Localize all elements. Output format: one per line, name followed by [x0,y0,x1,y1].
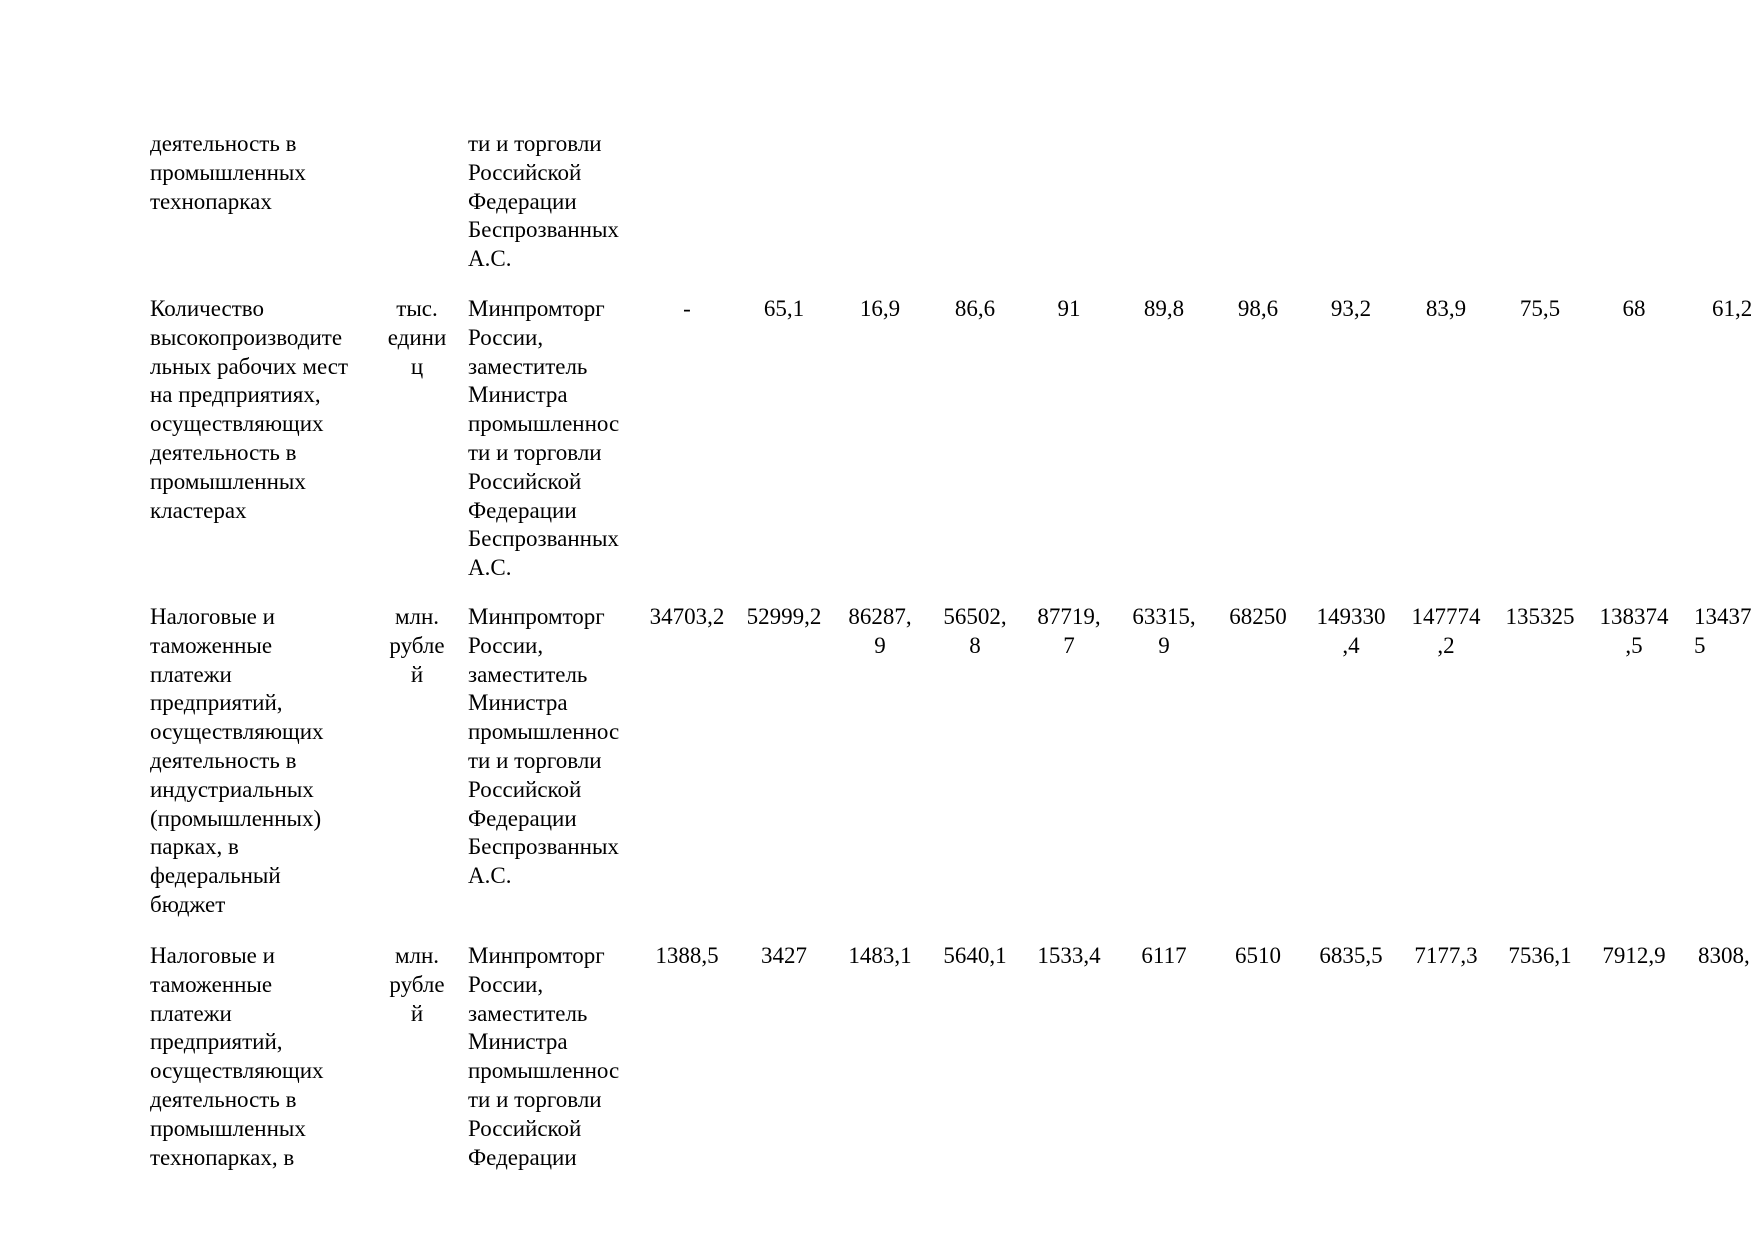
value-cell: 1533,4 [1037,943,1101,968]
unit-cell: млн. рубле й [389,604,445,687]
value-cell: 7177,3 [1414,943,1478,968]
indicator-label: Налоговые и таможенные платежи предприятий, осуществляющих деятельность в индустриальных (промышленных) парках, в федеральный бюджет [150,604,324,917]
value-cell: 135325 [1505,604,1575,629]
value-cell: 34703,2 [649,604,725,629]
responsible-cell: Минпромторг России, заместитель Министра промышленнос ти и торговли Российской Федерации [468,943,620,1170]
value-cell: 75,5 [1519,296,1561,321]
value-cell: 6510 [1235,943,1281,968]
value-cell: 56502, 8 [943,604,1007,658]
responsible-cell: Минпромторг России, заместитель Министра промышленнос ти и торговли Российской Федерации Беспрозванных А.С. [468,296,620,581]
value-cell: 87719, 7 [1037,604,1101,658]
value-cell: 138374 ,5 [1599,604,1669,658]
value-cell: 68 [1622,296,1646,321]
value-cell: 16,9 [859,296,901,321]
value-cell: 6117 [1141,943,1187,968]
value-cell: 65,1 [763,296,805,321]
value-cell: 68250 [1229,604,1287,629]
value-cell: 52999,2 [746,604,822,629]
value-cell: 86287, 9 [848,604,912,658]
value-cell: 63315, 9 [1132,604,1196,658]
value-cell: 3427 [761,943,807,968]
responsible-cell: Минпромторг России, заместитель Министра промышленнос ти и торговли Российской Федерации Беспрозванных А.С. [468,604,620,889]
value-cell: 86,6 [954,296,996,321]
value-cell: 5640,1 [943,943,1007,968]
value-cell: 6835,5 [1319,943,1383,968]
value-cell: 7912,9 [1602,943,1666,968]
value-cell: 1388,5 [655,943,719,968]
value-cell: - [683,296,691,321]
value-cell: 83,9 [1425,296,1467,321]
value-cell: 1483,1 [848,943,912,968]
indicator-label: Количество высокопроизводите льных рабочих мест на предприятиях, осуществляющих деятельность в промышленных кластерах [150,296,349,523]
value-cell: 149330 ,4 [1316,604,1386,658]
value-cell: 147774 ,2 [1411,604,1481,658]
value-cell: 8308, [1698,943,1750,968]
value-cell: 13437 5 [1694,604,1752,658]
value-cell: 98,6 [1237,296,1279,321]
value-cell: 61,2 [1712,296,1753,321]
value-cell: 91 [1057,296,1081,321]
value-cell: 93,2 [1330,296,1372,321]
unit-cell: тыс. едини ц [387,296,447,379]
value-cell: 7536,1 [1508,943,1572,968]
indicator-label: Налоговые и таможенные платежи предприятий, осуществляющих деятельность в промышленных технопарках, в [150,943,324,1170]
unit-cell: млн. рубле й [389,943,445,1026]
indicator-label: деятельность в промышленных технопарках [150,131,306,214]
value-cell: 89,8 [1143,296,1185,321]
responsible-cell: ти и торговли Российской Федерации Беспрозванных А.С. [468,131,619,272]
